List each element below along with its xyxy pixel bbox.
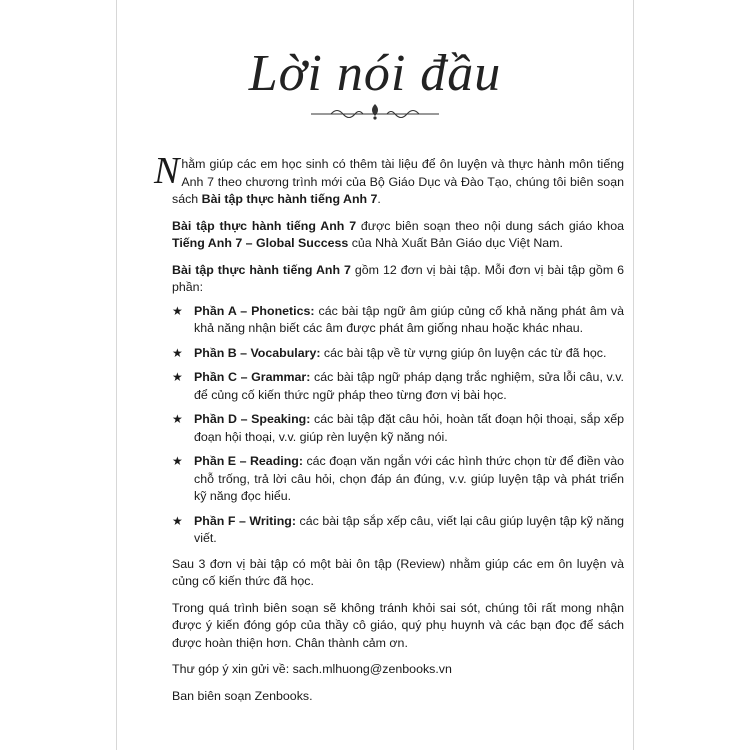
star-icon: ★ xyxy=(172,345,183,360)
star-icon: ★ xyxy=(172,370,183,384)
parts-list xyxy=(172,303,624,548)
star-icon: ★ xyxy=(172,454,183,468)
source-paragraph: Bài tập thực hành tiếng Anh 7 được biên soạn theo nội dung sách giáo khoa Tiếng Anh 7 – Global Success của Nhà Xuất Bản Giáo dục Việt Nam. xyxy=(172,218,625,250)
star-icon: ★ xyxy=(172,513,183,528)
title-ornament-icon xyxy=(311,102,439,122)
feedback-paragraph: Trong quá trình biên soạn sẽ không tránh khỏi sai sót, chúng tôi rất mong nhận được ý kiến đóng góp của thầy cô giáo, quý phụ huynh và các bạn đọc để sách được hoàn thiện hơn. Chân thành cảm ơn. xyxy=(172,600,624,650)
list-item: ★ Phần B – Vocabulary: các bài tập về từ vựng giúp ôn luyện các từ đã học. xyxy=(172,345,624,363)
list-item: ★ Phần C – Grammar: các bài tập ngữ pháp dạng trắc nghiệm, sửa lỗi câu, v.v. để củng cố kiến thức ngữ pháp theo từng đơn vị bài học. xyxy=(172,370,624,402)
page-edge-right xyxy=(633,0,634,750)
page-edge-left xyxy=(116,0,117,750)
review-paragraph: Sau 3 đơn vị bài tập có một bài ôn tập (Review) nhằm giúp các em ôn luyện và củng cố kiến thức đã học. xyxy=(172,556,624,588)
list-item: ★ Phần E – Reading: các đoạn văn ngắn với các hình thức chọn từ để điền vào chỗ trống, trả lời câu hỏi, chọn đáp án đúng, v.v. giúp luyện tập và phát triển kỹ năng đọc hiểu. xyxy=(172,454,624,503)
list-item: ★ Phần D – Speaking: các bài tập đặt câu hỏi, hoàn tất đoạn hội thoại, sắp xếp đoạn hội thoại, v.v. giúp rèn luyện kỹ năng nói. xyxy=(172,412,624,444)
intro-paragraph: Nhằm giúp các em học sinh có thêm tài liệu để ôn luyện và thực hành môn tiếng Anh 7 theo chương trình mới của Bộ Giáo Dục và Đào Tạo, chúng tôi biên soạn sách Bài tập thực hành tiếng Anh 7. xyxy=(154,150,624,206)
list-item: ★ Phần A – Phonetics: các bài tập ngữ âm giúp củng cố khả năng phát âm và khả năng nhận biết các âm được phát âm giống nhau hoặc khác nhau. xyxy=(172,303,624,335)
star-icon: ★ xyxy=(172,303,183,318)
structure-paragraph: Bài tập thực hành tiếng Anh 7 gồm 12 đơn vị bài tập. Mỗi đơn vị bài tập gồm 6 phần: xyxy=(172,262,624,294)
list-item: ★ Phần F – Writing: các bài tập sắp xếp câu, viết lại câu giúp luyện tập kỹ năng viết. xyxy=(172,513,624,545)
star-icon: ★ xyxy=(172,412,183,426)
contact-line: Thư góp ý xin gửi về: sach.mlhuong@zenbooks.vn xyxy=(172,662,452,676)
page-title: Lời nói đầu xyxy=(248,45,502,102)
drop-cap: N xyxy=(154,150,180,192)
signature-line: Ban biên soạn Zenbooks. xyxy=(172,688,313,703)
preface-body xyxy=(154,150,625,714)
